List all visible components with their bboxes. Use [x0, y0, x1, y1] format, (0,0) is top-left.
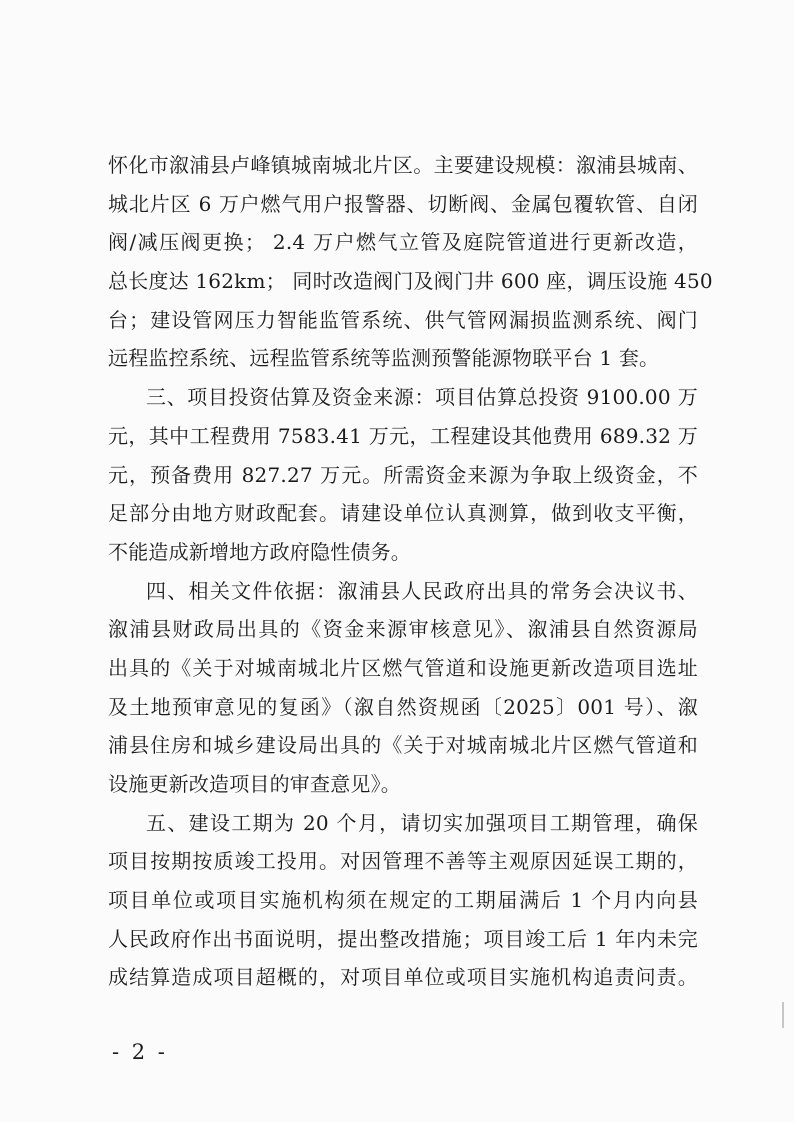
text-line: 阀/减压阀更换； 2.4 万户燃气立管及庭院管道进行更新改造，	[108, 230, 698, 255]
text-line: 浦县住房和城乡建设局出具的《关于对城南城北片区燃气管道和	[108, 733, 698, 758]
text-line: 总长度达 162km； 同时改造阀门及阀门井 600 座，调压设施 450	[108, 269, 713, 294]
text-line: 人民政府作出书面说明，提出整改措施；项目竣工后 1 年内未完	[108, 926, 698, 951]
page-number: - 2 -	[112, 1040, 168, 1064]
text-line: 城北片区 6 万户燃气用户报警器、切断阀、金属包覆软管、自闭	[108, 191, 698, 216]
text-line: 怀化市溆浦县卢峰镇城南城北片区。主要建设规模：溆浦县城南、	[108, 153, 698, 177]
text-line: 三、项目投资估算及资金来源：项目估算总投资 9100.00 万	[146, 385, 698, 410]
text-line: 台；建设管网压力智能监管系统、供气管网漏损监测系统、阀门	[108, 307, 698, 332]
text-line: 五、建设工期为 20 个月，请切实加强项目工期管理，确保	[146, 810, 698, 835]
text-line: 成结算造成项目超概的，对项目单位或项目实施机构追责问责。	[108, 965, 698, 990]
text-line: 项目单位或项目实施机构须在规定的工期届满后 1 个月内向县	[108, 888, 698, 913]
paragraph-construction-scale	[108, 146, 713, 378]
text-line: 足部分由地方财政配套。请建设单位认真测算，做到收支平衡，	[108, 501, 698, 526]
text-line: 项目按期按质竣工投用。对因管理不善等主观原因延误工期的，	[108, 849, 698, 874]
text-line: 及土地预审意见的复函》（溆自然资规函〔2025〕001 号）、溆	[108, 694, 698, 719]
text-line: 溆浦县财政局出具的《资金来源审核意见》、溆浦县自然资源局	[108, 617, 698, 642]
text-line: 出具的《关于对城南城北片区燃气管道和设施更新改造项目选址	[108, 655, 698, 680]
text-line: 设施更新改造项目的审查意见》。	[108, 772, 401, 796]
document-body	[108, 146, 713, 997]
text-line: 远程监控系统、远程监管系统等监测预警能源物联平台 1 套。	[108, 346, 660, 371]
text-line: 不能造成新增地方政府隐性债务。	[108, 539, 411, 564]
paragraph-construction-period	[108, 804, 698, 997]
text-line: 元，预备费用 827.27 万元。所需资金来源为争取上级资金，不	[108, 462, 698, 487]
text-line: 四、相关文件依据：溆浦县人民政府出具的常务会决议书、	[146, 578, 698, 603]
scan-edge-mark	[782, 1002, 784, 1028]
paragraph-investment-funding	[108, 378, 698, 571]
text-line: 元，其中工程费用 7583.41 万元，工程建设其他费用 689.32 万	[108, 423, 698, 448]
paragraph-related-documents	[108, 572, 698, 804]
